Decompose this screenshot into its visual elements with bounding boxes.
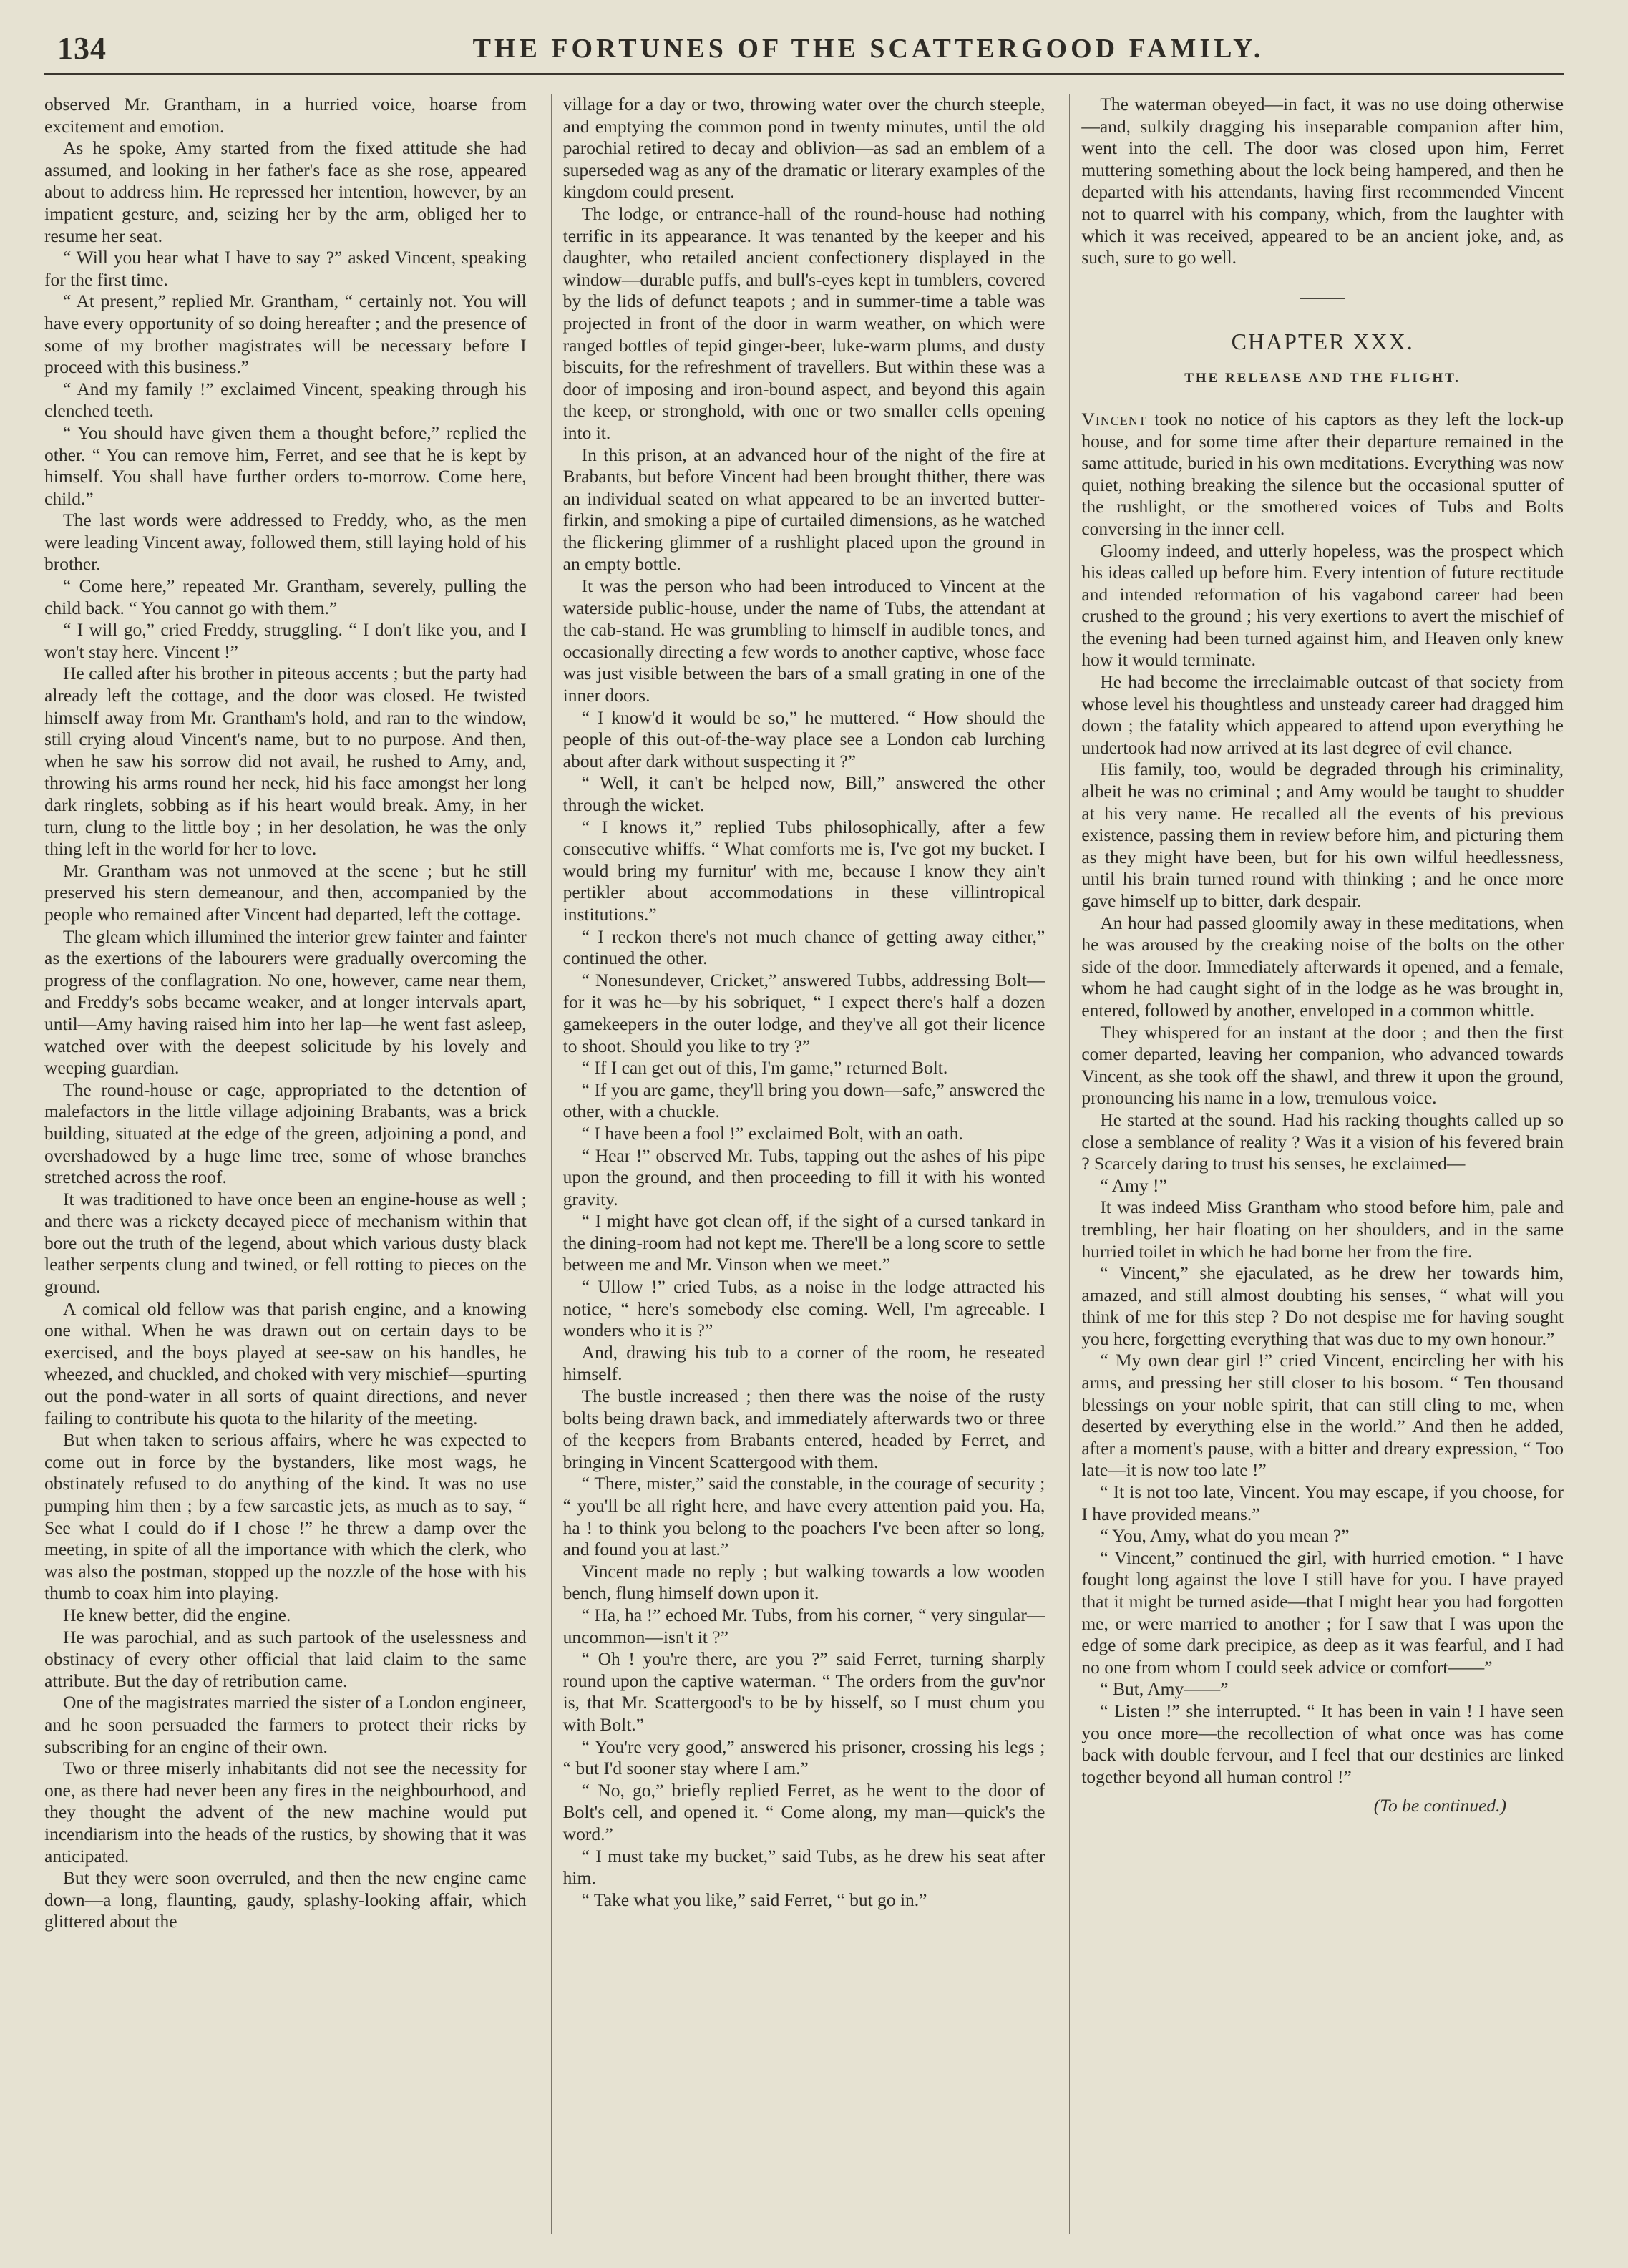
paragraph: It was the person who had been introduced to Vincent at the waterside public-house, under the name of Tubs, the attendant at the cab-stand. He was grumbling to himself in audible tones, and occasionally directing a few words to another captive, whose face was just visible between the bars of a small grating in one of the inner doors. (562, 575, 1045, 706)
paragraph: “ At present,” replied Mr. Grantham, “ certainly not. You will have every opportunity of so doing hereafter ; and the presence of some of my brother magistrates will be necessary before I proceed with this business.” (44, 291, 527, 378)
to-be-continued-note: (To be continued.) (1373, 1795, 1507, 1816)
paragraph: “ No, go,” briefly replied Ferret, as he went to the door of Bolt's cell, and opened it. “ Come along, my man—quick's the word.” (562, 1779, 1045, 1844)
column-1 (44, 94, 527, 2234)
paragraph: “ Ha, ha !” echoed Mr. Tubs, from his corner, “ very singular—uncommon—isn't it ?” (562, 1604, 1045, 1648)
paragraph: observed Mr. Grantham, in a hurried voice, hoarse from excitement and emotion. (44, 94, 527, 137)
paragraph: “ I reckon there's not much chance of getting away either,” continued the other. (562, 925, 1045, 969)
paragraph: As he spoke, Amy started from the fixed attitude she had assumed, and looking in her father's face as she rose, appeared about to address him. He repressed her intention, however, by an impatient gesture, and, seizing her by the arm, obliged her to resume her seat. (44, 137, 527, 246)
paragraph: “ Amy !” (1100, 1174, 1167, 1196)
paragraph: An hour had passed gloomily away in these meditations, when he was aroused by the creaking noise of the bolts on the other side of the door. Immediately afterwards it opened, and a female, whom he had caught sight of in the lodge as he was brought in, entered, followed by another, enveloped in a common whittle. (1081, 912, 1564, 1021)
paragraph: The last words were addressed to Freddy, who, as the men were leading Vincent away, followed them, still laying hold of his brother. (44, 510, 527, 575)
paragraph: “ If you are game, they'll bring you down—safe,” answered the other, with a chuckle. (562, 1079, 1045, 1122)
paragraph: The lodge, or entrance-hall of the round-house had nothing terrific in its appearance. It was tenanted by the keeper and his daughter, who retailed ancient confectionery displayed in the window—durable puffs, and bull's-eyes kept in tumblers, covered by the lids of defunct teapots ; and in summer-time a table was projected in front of the door in warm weather, on which were ranged bottles of tepid ginger-beer, luke-warm plums, and dusty biscuits, for the refreshment of travellers. But within these was a door of imposing and iron-bound aspect, and beyond this again the keep, or stronghold, with one or two smaller cells opening into it. (562, 203, 1045, 443)
paragraph: He was parochial, and as such partook of the uselessness and obstinacy of every other official that laid claim to the same attribute. But the day of retribution came. (44, 1626, 527, 1691)
text-columns (44, 94, 1564, 2234)
paragraph: “ Listen !” she interrupted. “ It has been in vain ! I have seen you once more—the recollection of what once was has come back with double fervour, and I feel that our destinies are linked together beyond all human control !” (1081, 1700, 1564, 1787)
paragraph: “ I might have got clean off, if the sight of a cursed tankard in the dining-room had not kept me. There'll be a long score to settle between me and Mr. Vinson when we meet.” (562, 1210, 1045, 1275)
column-3 (1069, 94, 1564, 2234)
paragraph: “ If I can get out of this, I'm game,” returned Bolt. (581, 1057, 948, 1079)
paragraph: “ I will go,” cried Freddy, struggling. “ I don't like you, and I won't stay here. Vincent !” (44, 619, 527, 662)
paragraph: “ Ullow !” cried Tubs, as a noise in the lodge attracted his notice, “ here's somebody else coming. Well, I'm agreeable. I wonders who it is ?” (562, 1276, 1045, 1341)
paragraph: Gloomy indeed, and utterly hopeless, was the prospect which his ideas called up before him. Every intention of future rectitude and intended reformation of his vagabond career had been crushed to the ground ; his very exertions to avert the mischief of the evening had been turned against him, and Heaven only knew how it would terminate. (1081, 540, 1564, 671)
column-3-opening-text (1081, 94, 1564, 269)
paragraph: It was traditioned to have once been an engine-house as well ; and there was a rickety decayed piece of mechanism within that bore out the truth of the legend, about which various dusty black leather serpents clung and twined, or fell rotting to pieces on the ground. (44, 1188, 527, 1298)
paragraph: “ But, Amy——” (1100, 1678, 1229, 1700)
paragraph: “ I knows it,” replied Tubs philosophically, after a few consecutive whiffs. “ What comforts me is, I've got my bucket. I would bring my furnitur' with me, because I know they ain't pertikler about accommodations in these villintropical institutions.” (562, 816, 1045, 925)
paragraph: He knew better, did the engine. (63, 1604, 291, 1625)
paragraph: “ Come here,” repeated Mr. Grantham, severely, pulling the child back. “ You cannot go with them.” (44, 575, 527, 618)
paragraph: “ Nonesundever, Cricket,” answered Tubbs, addressing Bolt—for it was he—by his sobriquet, “ I expect there's half a dozen gamekeepers in the outer lodge, and they've all got their licence to shoot. Should you like to try ?” (562, 969, 1045, 1056)
chapter-first-paragraph (1081, 409, 1564, 540)
paragraph: Two or three miserly inhabitants did not see the necessity for one, as there had never been any fires in the neighbourhood, and they thought the advent of the new machine would put incendiarism into the heads of the rustics, by showing that it was anticipated. (44, 1758, 527, 1867)
paragraph: And, drawing his tub to a corner of the room, he reseated himself. (562, 1341, 1045, 1385)
paragraph: Mr. Grantham was not unmoved at the scene ; but he still preserved his stern demeanour, and then, accompanied by the people who remained after Vincent had departed, left the cottage. (44, 860, 527, 925)
column-2 (551, 94, 1045, 2234)
paragraph: One of the magistrates married the sister of a London engineer, and he soon persuaded the farmers to protect their ricks by subscribing for an engine of their own. (44, 1692, 527, 1757)
paragraph: “ I know'd it would be so,” he muttered. “ How should the people of this out-of-the-way place see a London cab lurching about after dark without suspecting it ?” (562, 706, 1045, 772)
paragraph: village for a day or two, throwing water over the church steeple, and emptying the common pond in twenty minutes, until the old parochial retired to decay and oblivion—as sad an emblem of a superseded wag as any of the dramatic or literary examples of the kingdom could present. (562, 94, 1045, 203)
chapter-first-paragraph-text: took no notice of his captors as they left the lock-up house, and for some time after their departure remained in the same attitude, buried in his own meditations. Everything was now quiet, nothing breaking the silence but the occasional sputter of the rushlight, or the smothered voices of Tubs and Bolts conversing in the inner cell. (1081, 408, 1564, 539)
paragraph: “ Hear !” observed Mr. Tubs, tapping out the ashes of his pipe upon the ground, and then proceeding to fill it with his wonted gravity. (562, 1144, 1045, 1210)
chapter-heading: CHAPTER XXX. (1231, 328, 1414, 354)
paragraph: “ Vincent,” continued the girl, with hurried emotion. “ I have fought long against the love I still have for you. I have prayed that it might be turned aside—that I might hear you had forgotten me, or were married to another ; for I saw that I was upon the edge of some dark precipice, as deep as it was fearful, and I had no one from whom I could seek advice or comfort——” (1081, 1547, 1564, 1678)
paragraph: “ There, mister,” said the constable, in the courage of security ; “ you'll be all right here, and have every attention paid you. Ha, ha ! to think you belong to the poachers I've been after so long, and found you at last.” (562, 1473, 1045, 1560)
paragraph: His family, too, would be degraded through his criminality, albeit he was no criminal ; and Amy would be taught to shudder at his very name. He recalled all the events of his previous existence, passing them in review before him, and picturing them as they might have been, but for his own wilful heedlessness, until his brain turned round with thinking ; and he once more gave himself up to bitter, dark despair. (1081, 759, 1564, 911)
running-title: THE FORTUNES OF THE SCATTERGOOD FAMILY. (472, 34, 1264, 64)
paragraph: “ My own dear girl !” cried Vincent, encircling her with his arms, and pressing her still closer to his bosom. “ Ten thousand blessings on your noble spirit, that can still cling to me, when deserted by everything else in the world.” And then he added, after a moment's pause, with a bitter and dreary expression, “ Too late—it is now too late !” (1081, 1350, 1564, 1481)
paragraph: It was indeed Miss Grantham who stood before him, pale and trembling, her hair floating on her shoulders, and in the same hurried toilet in which he had borne her from the fire. (1081, 1197, 1564, 1262)
paragraph: “ Oh ! you're there, are you ?” said Ferret, turning sharply round upon the captive waterman. “ The orders from the guv'nor is, that Mr. Scattergood's to be by hisself, so I must chum you with Bolt.” (562, 1648, 1045, 1735)
paragraph: The bustle increased ; then there was the noise of the rusty bolts being drawn back, and immediately afterwards two or three of the keepers from Brabants entered, headed by Ferret, and bringing in Vincent Scattergood with them. (562, 1386, 1045, 1472)
page-header (44, 27, 1564, 75)
paragraph: But they were soon overruled, and then the new engine came down—a long, flaunting, gaudy, splashy-looking affair, which glittered about the (44, 1867, 527, 1932)
paragraph: “ I have been a fool !” exclaimed Bolt, with an oath. (581, 1122, 963, 1144)
paragraph: They whispered for an instant at the door ; and then the first comer departed, leaving her companion, who advanced towards Vincent, as she took off the shawl, and threw it upon the ground, pronouncing his name in a low, tremulous voice. (1081, 1021, 1564, 1109)
paragraph: “ It is not too late, Vincent. You may escape, if you choose, for I have provided means.” (1081, 1481, 1564, 1524)
paragraph: Vincent made no reply ; but walking towards a low wooden bench, flung himself down upon it. (562, 1560, 1045, 1604)
paragraph: “ You, Amy, what do you mean ?” (1100, 1525, 1350, 1547)
paragraph: “ Vincent,” she ejaculated, as he drew her towards him, amazed, and still almost doubting his senses, “ what will you think of me for this step ? Do not despise me for having sought you here, forgetting everything that was due to my own honour.” (1081, 1262, 1564, 1349)
column-3-chapter-text (1081, 540, 1564, 1788)
paragraph: A comical old fellow was that parish engine, and a knowing one withal. When he was drawn out on certain days to be exercised, and the boys played at see-saw on his handles, he wheezed, and chuckled, and choked with very mischief—spurting out the pond-water in all sorts of quaint directions, and never failing to contribute his quota to the hilarity of the meeting. (44, 1298, 527, 1429)
paragraph: “ Will you hear what I have to say ?” asked Vincent, speaking for the first time. (44, 247, 527, 290)
page-number: 134 (57, 31, 107, 66)
chapter-subtitle: THE RELEASE AND THE FLIGHT. (1184, 371, 1461, 386)
paragraph: “ You're very good,” answered his prisoner, crossing his legs ; “ but I'd sooner stay where I am.” (562, 1736, 1045, 1779)
paragraph: “ You should have given them a thought before,” replied the other. “ You can remove him, Ferret, and see that he is kept by himself. You shall have further orders to-morrow. Come here, child.” (44, 422, 527, 509)
paragraph: “ Take what you like,” said Ferret, “ but go in.” (581, 1889, 927, 1910)
paragraph: The round-house or cage, appropriated to the detention of malefactors in the little village adjoining Brabants, was a brick building, situated at the edge of the green, adjoining a pond, and overshadowed by a huge lime tree, some of whose branches stretched across the roof. (44, 1079, 527, 1188)
paragraph: “ And my family !” exclaimed Vincent, speaking through his clenched teeth. (44, 378, 527, 422)
paragraph: He started at the sound. Had his racking thoughts called up so close a semblance of reality ? Was it a vision of his fevered brain ? Scarcely daring to trust his senses, he exclaimed— (1081, 1109, 1564, 1174)
chapter-first-word: Vincent (1081, 408, 1147, 429)
paragraph: But when taken to serious affairs, where he was expected to come out in force by the bystanders, like most wags, he obstinately refused to do anything of the kind. It was no use pumping him then ; by a few sarcastic jets, as much as to say, “ See what I could do if I chose !” he threw a damp over the meeting, in spite of all the importance with which the clerk, who was also the postman, stopped up the nozzle of the hose with his thumb to coax him into playing. (44, 1429, 527, 1604)
paragraph: “ Well, it can't be helped now, Bill,” answered the other through the wicket. (562, 772, 1045, 815)
paragraph: The gleam which illumined the interior grew fainter and fainter as the exertions of the labourers were gradually overcoming the progress of the conflagration. No one, however, came near them, and Freddy's sobs became weaker, and at longer intervals apart, until—Amy having raised him into her lap—he went fast asleep, watched over with the deepest solicitude by his lovely and weeping guardian. (44, 925, 527, 1079)
paragraph: In this prison, at an advanced hour of the night of the fire at Brabants, but before Vincent had been brought thither, there was an individual seated on what appeared to be an inverted butter-firkin, and smoking a pipe of curtailed dimensions, as he watched the flickering glimmer of a rushlight placed upon the ground in an empty bottle. (562, 444, 1045, 575)
paragraph: He had become the irreclaimable outcast of that society from whose level his thoughtless and unsteady career had dragged him down ; the fatality which appeared to attend upon everything he undertook had now arrived at its last degree of evil chance. (1081, 671, 1564, 758)
paragraph: The waterman obeyed—in fact, it was no use doing otherwise—and, sulkily dragging his inseparable companion after him, went into the cell. The door was closed upon him, Ferret muttering something about the lock being hampered, and then he departed with his attendants, having first recommended Vincent not to quarrel with his company, which, from the laughter with which it was received, appeared to be an ancient joke, and, as such, sure to go well. (1081, 94, 1564, 268)
section-divider (1300, 298, 1345, 299)
paragraph: He called after his brother in piteous accents ; but the party had already left the cottage, and the door was closed. He twisted himself away from Mr. Grantham's hold, and ran to the window, still crying aloud Vincent's name, but to no purpose. And then, when he saw his sorrow did not avail, he rushed to Amy, and, throwing his arms round her neck, hid his face amongst her long dark ringlets, sobbing as if his heart would break. Amy, in her turn, clung to the little boy ; in her desolation, he was the only thing left in the world for her to love. (44, 663, 527, 860)
paragraph: “ I must take my bucket,” said Tubs, as he drew his seat after him. (562, 1845, 1045, 1889)
